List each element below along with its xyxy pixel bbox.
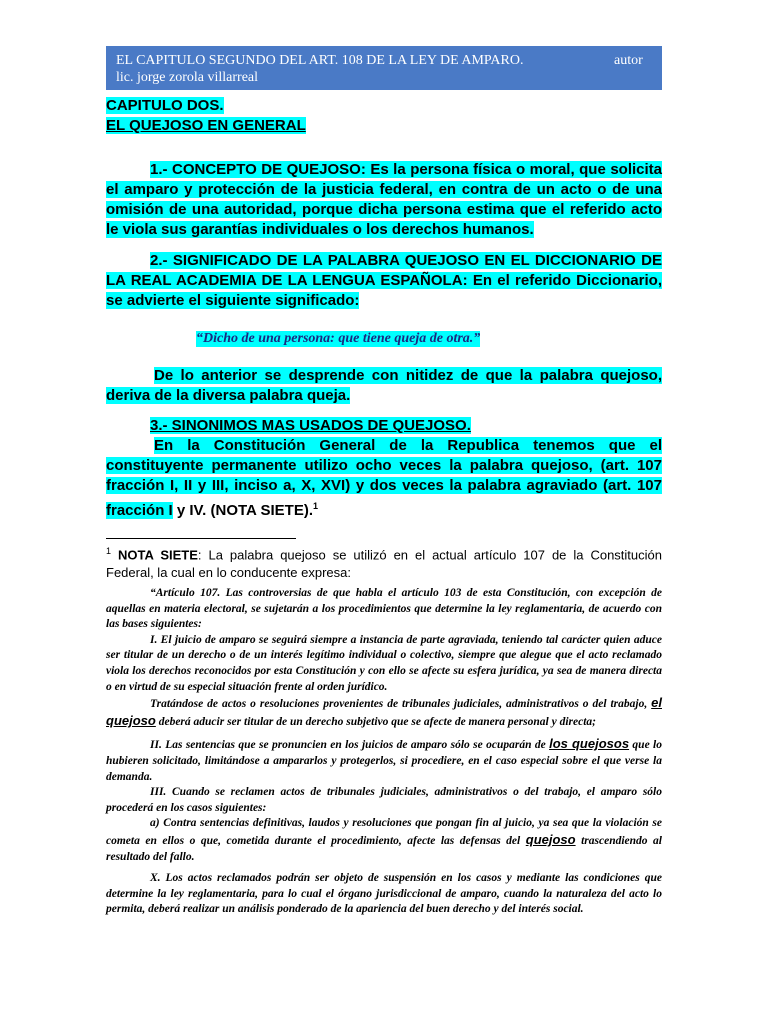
section-1-paragraph	[106, 160, 662, 240]
section-3-end: ).	[303, 502, 314, 519]
section-3-note: NOTA SIETE	[215, 502, 304, 519]
article-fraction-3: III. Cuando se reclamen actos de tribunales judiciales, administrativos o del trabajo, el amparo sólo procederá en los casos siguientes:	[106, 786, 662, 814]
quejoso-highlight: el quejoso	[106, 695, 662, 728]
section-3-heading: 3.- SINONIMOS MAS USADOS DE QUEJOSO.	[150, 417, 471, 434]
article-107-quote	[106, 586, 662, 918]
section-2-heading: 2.- SIGNIFICADO DE LA PALABRA QUEJOSO EN EL DICCIONARIO DE LA REAL ACADEMIA DE LA LENGUA ESPAÑOLA	[106, 252, 662, 289]
chapter-heading	[106, 96, 662, 136]
section-3-text: En la Constitución General de la Republica tenemos que el constituyente permanente utilizo ocho veces la palabra quejoso, (art. 107 fracción I, II y III, inciso a, X, XVI) y dos veces la palabra agraviado (art. 107 fracción I	[106, 437, 662, 519]
section-2-paragraph	[106, 251, 662, 311]
article-fraction-3a-pre: a) Contra sentencias definitivas, laudos y resoluciones que pongan fin al juicio, ya sea que la violación se cometa en ellos o que, cometida durante el procedimiento, afecte las defensas del	[106, 817, 662, 847]
section-1-heading: 1.- CONCEPTO DE QUEJOSO	[150, 161, 361, 178]
chapter-line-1: CAPITULO DOS.	[106, 97, 224, 114]
quejoso-highlight-2: quejoso	[525, 831, 576, 847]
footnote-reference[interactable]: 1	[313, 501, 319, 511]
section-1-text: Es la persona física o moral, que solicita el amparo y protección de la justicia federal, en contra de un acto o de una omisión de una autoridad, porque dicha persona estima que el referido acto le viola sus garantías individuales o los derechos humanos.	[106, 161, 663, 238]
article-fraction-1b-pre: Tratándose de actos o resoluciones provenientes de tribunales judiciales, administrativos o del trabajo,	[150, 698, 652, 711]
article-intro: “Artículo 107. Las controversias de que habla el artículo 103 de esta Constitución, con excepción de aquellas en materia electoral, se sujetarán a los procedimientos que determine la ley reglamentaria, de acuerdo con las bases siguientes:	[106, 587, 662, 631]
chapter-line-2: EL QUEJOSO EN GENERAL	[106, 117, 306, 134]
page-header-banner	[106, 46, 662, 90]
article-fraction-2-post: que lo hubieren solicitado, limitándose a ampararlos y protegerlos, si procediere, en el caso especial sobre el que verse la demanda.	[106, 739, 662, 783]
quejosos-highlight: los quejosos	[549, 736, 630, 752]
article-fraction-3a-post: trascendiendo al resultado del fallo.	[106, 834, 663, 863]
dictionary-quote: “Dicho de una persona: que tiene queja de otra.”	[196, 331, 481, 346]
footnote-text: : La palabra quejoso se utilizó en el actual artículo 107 de la Constitución Federal, la cual en lo conducente expresa:	[106, 547, 662, 581]
footnote-separator	[106, 538, 296, 539]
section-1-colon: :	[360, 161, 366, 178]
footnote-number: 1	[106, 546, 112, 556]
article-fraction-10: X. Los actos reclamados podrán ser objeto de suspensión en los casos y mediante las condiciones que determine la ley reglamentaria, para lo cual el órgano jurisdiccional de amparo, cuando la naturaleza del acto lo permita, deberá realizar un análisis ponderado de la apariencia del buen derecho y del interés social.	[106, 872, 662, 916]
header-autor-label: autor	[614, 53, 643, 68]
section-2-text: En el referido Diccionario, se advierte el siguiente significado:	[106, 272, 662, 309]
section-2-followup-text: De lo anterior se desprende con nitidez de que la palabra quejoso, deriva de la diversa palabra queja.	[106, 367, 662, 404]
section-3-paragraph	[106, 416, 662, 521]
article-fraction-2	[106, 736, 662, 785]
article-fraction-1: I. El juicio de amparo se seguirá siempre a instancia de parte agraviada, teniendo tal carácter quien aduce ser titular de un derecho o de un interés legítimo individual o colectivo, siempre que alegue que el acto reclamado viola los derechos reconocidos por esta Constitución y con ello se afecte su esfera jurídica, ya sea de manera directa o en virtud de su especial situación frente al orden jurídico.	[106, 633, 662, 693]
footnote-label: NOTA SIETE	[117, 547, 198, 563]
article-fraction-2-pre: II. Las sentencias que se pronuncien en los juicios de amparo sólo se ocuparán de	[150, 739, 550, 752]
article-fraction-1b-post: deberá aducir ser titular de un derecho subjetivo que se afecte de manera personal y directa;	[155, 715, 596, 728]
section-2-colon: :	[462, 272, 468, 289]
header-title: EL CAPITULO SEGUNDO DEL ART. 108 DE LA LEY DE AMPARO.	[116, 53, 524, 68]
section-2-followup	[106, 366, 662, 406]
header-author: lic. jorge zorola villarreal	[116, 70, 259, 85]
section-3-tail: y IV. (	[172, 502, 216, 519]
footnote	[106, 542, 662, 582]
article-fraction-1b	[106, 695, 662, 730]
article-fraction-3a	[106, 816, 662, 865]
